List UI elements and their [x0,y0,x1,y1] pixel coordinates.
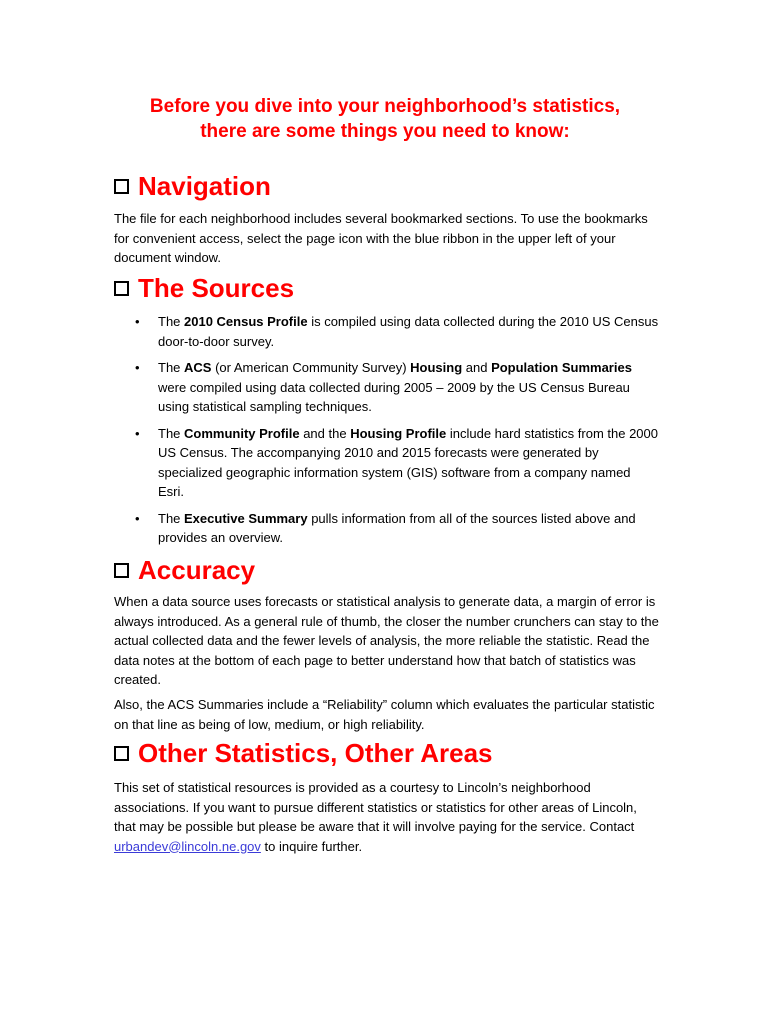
bold-term: 2010 Census Profile [184,314,308,329]
bold-term: Executive Summary [184,510,308,526]
list-item [114,509,659,548]
text-run: The [158,314,185,329]
intro-line-2: there are some things you need to know: [200,121,570,142]
text-run: to inquire further. [260,838,363,854]
text-run: The [158,425,185,441]
other-statistics-text [114,778,659,856]
bold-term: Housing Profile [350,425,447,441]
text-run: include hard statistics from the 2000 US Census. The accompanying 2010 and 2015 forecasts were generated by specialized geographic information system (GIS) software from a company named Esri. [158,425,658,499]
text-run: The [158,360,185,375]
list-item [114,312,659,351]
text-run: were compiled using data collected during 2005 – 2009 by the US Census Bureau using statistical sampling techniques. [158,379,630,414]
accuracy-paragraph-1: When a data source uses forecasts or statistical analysis to generate data, a margin of error is always introduced. As a general rule of thumb, the closer the number crunchers can stay to the actual collected data and the fewer levels of analysis, the more reliable the statistic. Read the data notes at the bottom of each page to better understand how that batch of statistics was created. [114,594,659,687]
navigation-text: The file for each neighborhood includes several bookmarked sections. To use the bookmarks for convenient access, select the page icon with the blue ribbon in the upper left of your document window. [114,211,648,265]
text-run: and the [299,425,351,441]
heading-other-label: Other Statistics, Other Areas [138,738,493,768]
heading-accuracy [114,555,255,585]
list-item [114,358,659,417]
text-run: is compiled using data collected during the 2010 US Census door-to-door survey. [158,314,659,349]
intro-line-1: Before you dive into your neighborhood’s statistics, [149,96,621,117]
checkbox-icon [114,179,129,194]
accuracy-paragraph-2: Also, the ACS Summaries include a “Reliability” column which evaluates the particular statistic on that line as being of low, medium, or high reliability. [114,697,655,732]
text-run: This set of statistical resources is provided as a courtesy to Lincoln’s neighborhood associations. If you want to pursue different statistics or statistics for other areas of Lincoln, that may be possible but please be aware that it will involve paying for the service. Contact [114,780,637,834]
bullet-icon: • [135,425,140,441]
bold-term: Housing [410,360,463,375]
intro-title [90,94,680,144]
heading-navigation-label: Navigation [138,171,271,201]
text-run: and [462,360,492,375]
checkbox-icon [114,746,129,761]
heading-sources [114,273,294,303]
heading-other-statistics [114,738,493,768]
bullet-icon: • [135,510,140,526]
bold-term: Community Profile [184,425,300,441]
bold-term: ACS [184,360,212,375]
text-run: (or American Community Survey) [211,360,411,375]
checkbox-icon [114,563,129,578]
bold-term: Population Summaries [491,360,632,375]
bullet-icon: • [135,360,140,375]
bullet-icon: • [135,314,140,329]
sources-list [114,312,659,555]
heading-accuracy-label: Accuracy [138,555,256,585]
text-run: The [158,510,185,526]
text-run: pulls information from all of the sources listed above and provides an overview. [158,510,636,545]
email-link[interactable]: urbandev@lincoln.ne.gov [114,838,261,854]
checkbox-icon [114,281,129,296]
list-item [114,424,659,502]
heading-sources-label: The Sources [138,273,295,303]
heading-navigation [114,171,271,201]
